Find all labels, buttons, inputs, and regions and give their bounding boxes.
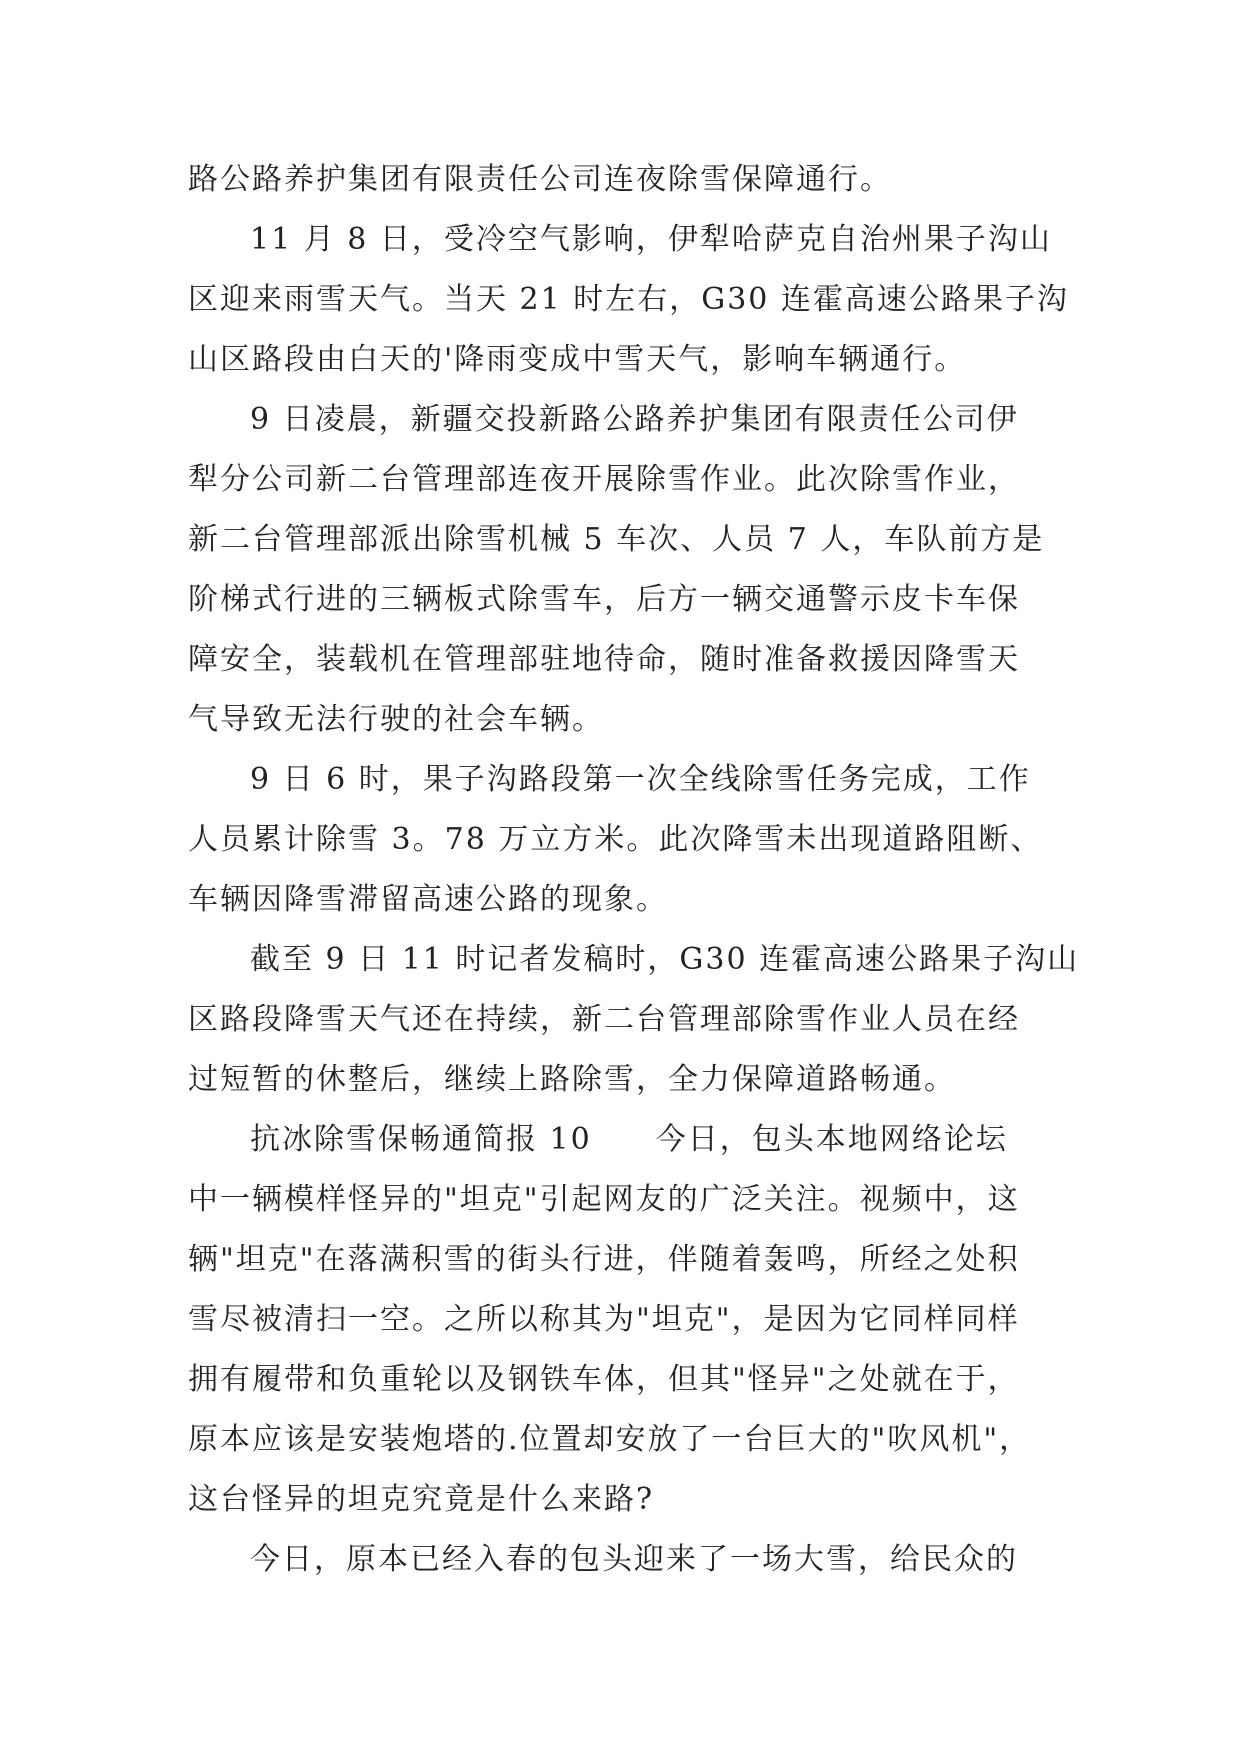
text-line: 犁分公司新二台管理部连夜开展除雪作业。此次除雪作业，	[188, 462, 1020, 497]
text-line: 辆"坦克"在落满积雪的街头行进，伴随着轰鸣，所经之处积	[188, 1242, 1020, 1277]
article-body	[188, 150, 1078, 1590]
text-line: 区迎来雨雪天气。当天 21 时左右，G30 连霍高速公路果子沟	[188, 282, 1069, 317]
text-line: 过短暂的休整后，继续上路除雪，全力保障道路畅通。	[188, 1062, 956, 1097]
paragraph-start-line: 9 日凌晨，新疆交投新路公路养护集团有限责任公司伊	[250, 402, 1019, 437]
text-line: 路公路养护集团有限责任公司连夜除雪保障通行。	[188, 162, 892, 197]
text-line: 中一辆模样怪异的"坦克"引起网友的广泛关注。视频中，这	[188, 1182, 1020, 1217]
text-line: 山区路段由白天的'降雨变成中雪天气，影响车辆通行。	[188, 342, 967, 377]
text-line: 障安全，装载机在管理部驻地待命，随时准备救援因降雪天	[188, 642, 1020, 677]
paragraph-start-line: 9 日 6 时，果子沟路段第一次全线除雪任务完成，工作	[250, 762, 1031, 797]
text-line: 人员累计除雪 3。78 万立方米。此次降雪未出现道路阻断、	[188, 822, 1043, 857]
text-line: 气导致无法行驶的社会车辆。	[188, 702, 604, 737]
text-line: 原本应该是安装炮塔的.位置却安放了一台巨大的"吹风机"，	[188, 1422, 1032, 1457]
paragraph-start-line: 今日，原本已经入春的包头迎来了一场大雪，给民众的	[250, 1542, 1018, 1577]
text-line: 区路段降雪天气还在持续，新二台管理部除雪作业人员在经	[188, 1002, 1020, 1037]
text-line: 这台怪异的坦克究竟是什么来路?	[188, 1482, 655, 1517]
text-line: 雪尽被清扫一空。之所以称其为"坦克"，是因为它同样同样	[188, 1302, 1020, 1337]
text-line: 拥有履带和负重轮以及钢铁车体，但其"怪异"之处就在于，	[188, 1362, 1020, 1397]
text-line: 车辆因降雪滞留高速公路的现象。	[188, 882, 668, 917]
text-line: 新二台管理部派出除雪机械 5 车次、人员 7 人，车队前方是	[188, 522, 1045, 557]
paragraph-start-line: 抗冰除雪保畅通简报 10 今日，包头本地网络论坛	[250, 1122, 1008, 1157]
paragraph-start-line: 11 月 8 日，受冷空气影响，伊犁哈萨克自治州果子沟山	[250, 222, 1052, 257]
text-line: 阶梯式行进的三辆板式除雪车，后方一辆交通警示皮卡车保	[188, 582, 1020, 617]
paragraph-start-line: 截至 9 日 11 时记者发稿时，G30 连霍高速公路果子沟山	[250, 942, 1080, 977]
